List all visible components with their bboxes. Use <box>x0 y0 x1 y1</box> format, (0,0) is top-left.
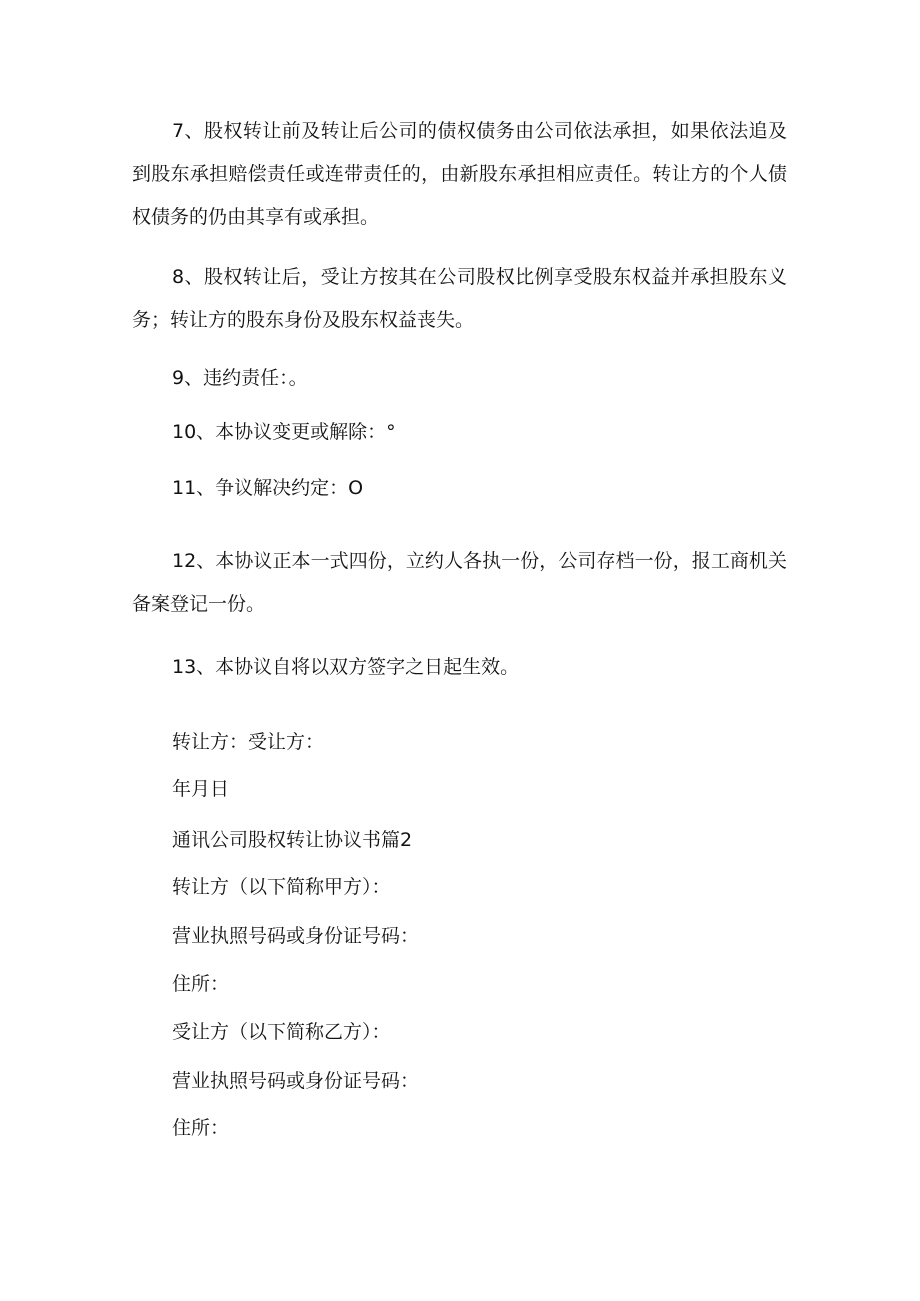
field-transferee: 受让方（以下简称乙方）： <box>172 1021 391 1043</box>
field-transferor-id: 营业执照号码或身份证号码： <box>172 925 420 947</box>
section-title: 通讯公司股权转让协议书篇2 <box>172 829 413 851</box>
field-transferor: 转让方（以下简称甲方）： <box>172 876 391 898</box>
clause-12: 12、本协议正本一式四份，立约人各执一份，公司存档一份，报工商机关备案登记一份。 <box>132 550 787 615</box>
clause-8: 8、股权转让后，受让方按其在公司股权比例享受股东权益并承担股东义务；转让方的股东身份及股东权益丧失。 <box>132 266 787 331</box>
signature-line: 转让方：受让方： <box>172 731 325 753</box>
clause-11: 11、争议解决约定：O <box>172 477 364 499</box>
clause-7: 7、股权转让前及转让后公司的债权债务由公司依法承担，如果依法追及到股东承担赔偿责任或连带责任的，由新股东承担相应责任。转让方的个人债权债务的仍由其享有或承担。 <box>132 120 787 228</box>
field-transferee-id: 营业执照号码或身份证号码： <box>172 1070 420 1092</box>
clause-10: 10、本协议变更或解除：° <box>172 421 396 443</box>
field-transferee-address: 住所： <box>172 1117 230 1139</box>
date-line: 年月日 <box>172 778 230 800</box>
clause-13: 13、本协议自将以双方签字之日起生效。 <box>172 656 520 678</box>
clause-9: 9、违约责任：。 <box>172 367 308 389</box>
field-transferor-address: 住所： <box>172 973 230 995</box>
